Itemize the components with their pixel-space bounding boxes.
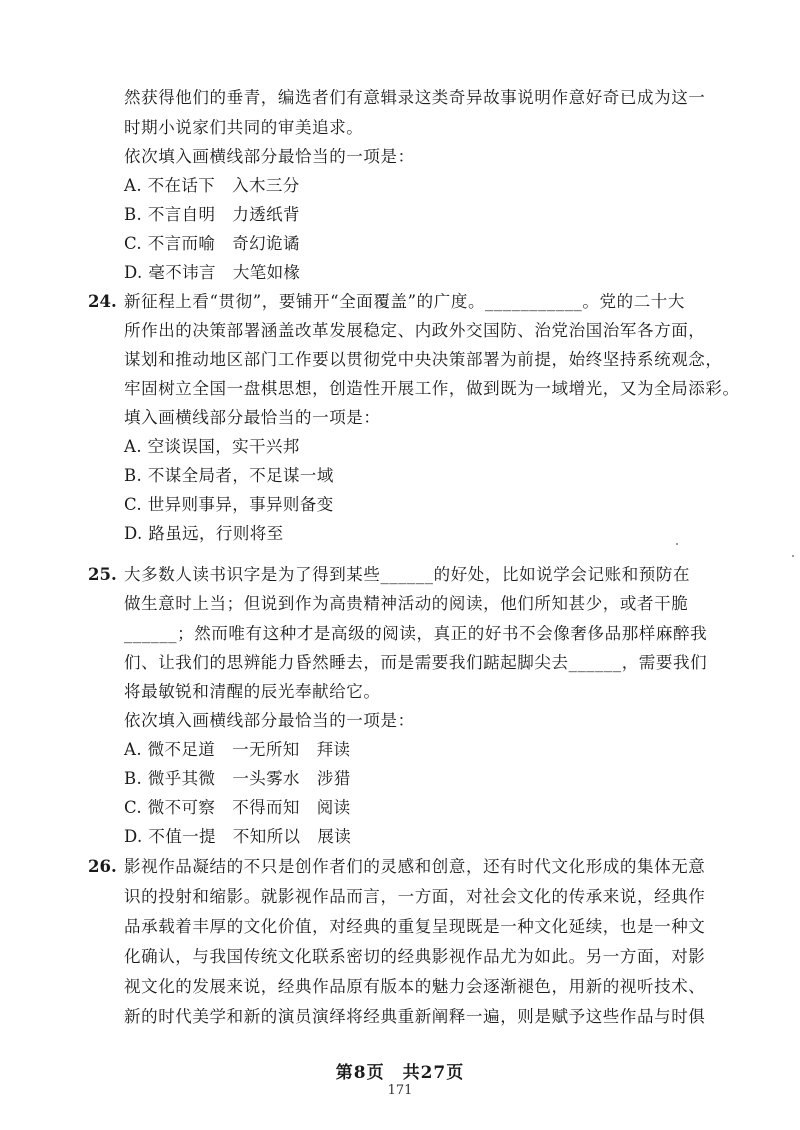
option-d: D. 毫不讳言 大笔如椽 [124, 263, 301, 282]
question-number: 25. [88, 565, 117, 584]
text-line: 们、让我们的思辨能力昏然睡去，而是需要我们踮起脚尖去______，需要我们 [124, 653, 708, 672]
text-line: 识的投射和缩影。就影视作品而言，一方面，对社会文化的传承来说，经典作 [124, 887, 706, 906]
instruction-line: 依次填入画横线部分最恰当的一项是： [124, 147, 415, 166]
option-a: A. 空谈误国，实干兴邦 [124, 437, 300, 456]
text-line: 化确认，与我国传统文化联系密切的经典影视作品尤为如此。另一方面，对影 [124, 947, 706, 966]
text-line: 谋划和推动地区部门工作要以贯彻党中央决策部署为前提，始终坚持系统观念， [124, 350, 723, 369]
text-line: 时期小说家们共同的审美追求。 [124, 118, 364, 137]
question-number: 24. [88, 292, 117, 311]
option-b: B. 不谋全局者，不足谋一域 [124, 466, 334, 485]
option-a: A. 不在话下 入木三分 [124, 176, 300, 195]
text-line: 做生意时上当；但说到作为高贵精神活动的阅读，他们所知甚少，或者干脆 [124, 594, 689, 613]
page-number: 171 [387, 1083, 413, 1098]
question-number: 26. [88, 857, 117, 876]
text-line: 视文化的发展来说，经典作品原有版本的魅力会逐渐褪色，用新的视听技术、 [124, 977, 706, 996]
text-line: 新的时代美学和新的演员演绎将经典重新阐释一遍，则是赋予这些作品与时俱 [124, 1007, 706, 1026]
option-c: C. 不言而喻 奇幻诡谲 [124, 234, 300, 253]
scan-speck [792, 555, 794, 557]
option-d: D. 不值一提 不知所以 展读 [124, 827, 352, 846]
text-line: 将最敏锐和清醒的辰光奉献给它。 [124, 682, 381, 701]
option-d: D. 路虽远，行则将至 [124, 524, 284, 543]
text-line: ______；然而唯有这种才是高级的阅读，真正的好书不会像奢侈品那样麻醉我 [124, 624, 708, 643]
option-c: C. 微不可察 不得而知 阅读 [124, 798, 351, 817]
option-b: B. 不言自明 力透纸背 [124, 205, 300, 224]
text-line: 新征程上看“贯彻”，要铺开“全面覆盖”的广度。___________。党的二十大 [124, 292, 685, 311]
option-b: B. 微乎其微 一头雾水 涉猎 [124, 769, 351, 788]
instruction-line: 依次填入画横线部分最恰当的一项是： [124, 711, 415, 730]
text-line: 影视作品凝结的不只是创作者们的灵感和创意，还有时代文化形成的集体无意 [124, 857, 706, 876]
text-line: 然获得他们的垂青，编选者们有意辑录这类奇异故事说明作意好奇已成为这一 [124, 88, 706, 107]
option-c: C. 世异则事异，事异则备变 [124, 495, 334, 514]
scan-speck [676, 543, 678, 545]
text-line: 品承载着丰厚的文化价值，对经典的重复呈现既是一种文化延续，也是一种文 [124, 917, 706, 936]
page-indicator: 第8页 共27页 [335, 1063, 465, 1083]
text-line: 大多数人读书识字是为了得到某些______的好处，比如说学会记账和预防在 [124, 565, 691, 584]
option-a: A. 微不足道 一无所知 拜读 [124, 740, 351, 759]
text-line: 所作出的决策部署涵盖改革发展稳定、内政外交国防、治党治国治军各方面， [124, 321, 706, 340]
text-line: 牢固树立全国一盘棋思想，创造性开展工作，做到既为一域增光，又为全局添彩。 [124, 379, 740, 398]
instruction-line: 填入画横线部分最恰当的一项是： [124, 408, 381, 427]
